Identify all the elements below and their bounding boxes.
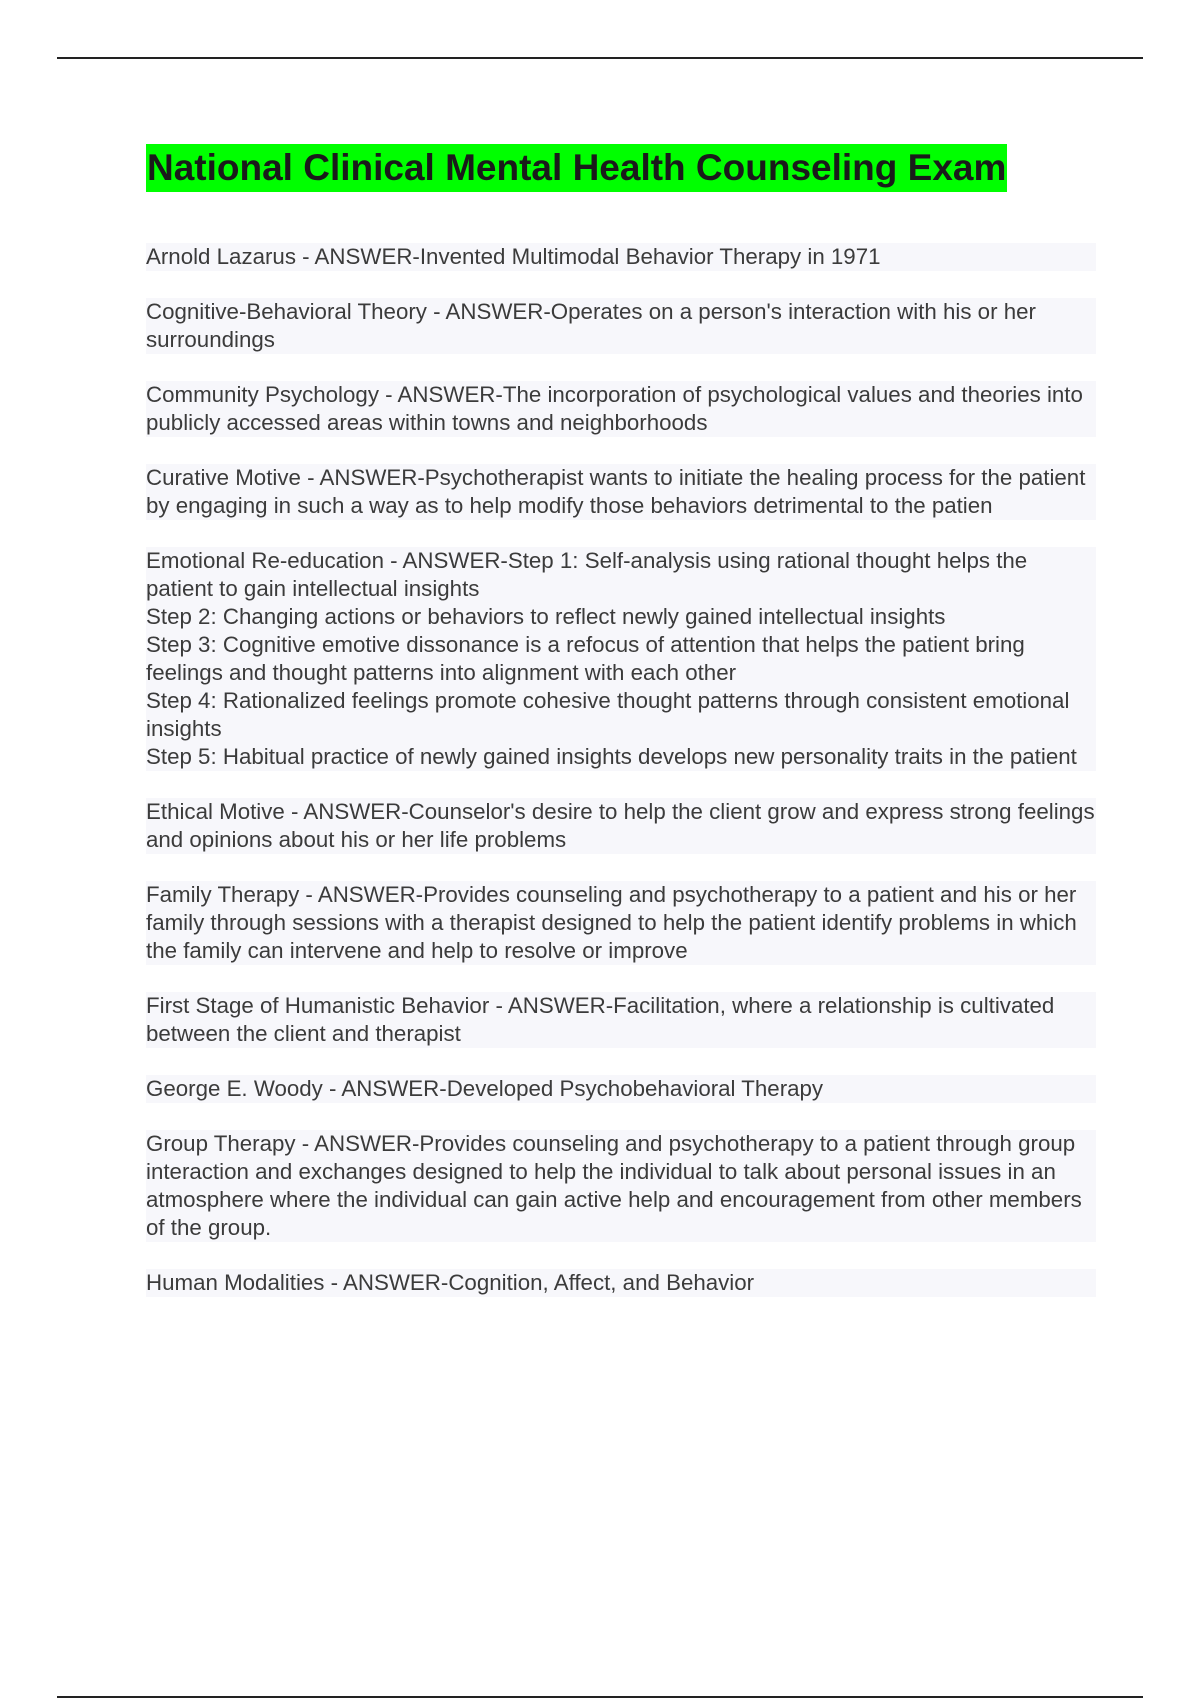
document-title: National Clinical Mental Health Counseling Exam: [146, 144, 1007, 192]
qa-line: Emotional Re-education - ANSWER-Step 1: Self-analysis using rational thought helps the patient to gain intellectual insights: [146, 548, 1028, 601]
qa-list: [146, 243, 1096, 1297]
qa-entry: [146, 381, 1096, 437]
header-rule: [57, 57, 1143, 59]
qa-entry: [146, 881, 1096, 965]
qa-line: Family Therapy - ANSWER-Provides counseling and psychotherapy to a patient and his or her family through sessions with a therapist designed to help the patient identify problems in which the family can intervene and help to resolve or improve: [146, 882, 1077, 963]
qa-line: First Stage of Humanistic Behavior - ANSWER-Facilitation, where a relationship is cultivated between the client and therapist: [146, 993, 1055, 1046]
qa-entry: [146, 1269, 1096, 1297]
qa-line: Cognitive-Behavioral Theory - ANSWER-Operates on a person's interaction with his or her surroundings: [146, 299, 1036, 352]
qa-line: Step 3: Cognitive emotive dissonance is a refocus of attention that helps the patient bring feelings and thought patterns into alignment with each other: [146, 632, 1025, 685]
qa-line: Ethical Motive - ANSWER-Counselor's desire to help the client grow and express strong feelings and opinions about his or her life problems: [146, 799, 1095, 852]
qa-entry: [146, 798, 1096, 854]
qa-entry: [146, 1075, 1096, 1103]
qa-line: Step 5: Habitual practice of newly gained insights develops new personality traits in the patient: [146, 744, 1077, 769]
qa-entry: [146, 243, 1096, 271]
qa-line: Step 2: Changing actions or behaviors to reflect newly gained intellectual insights: [146, 604, 946, 629]
qa-line: George E. Woody - ANSWER-Developed Psychobehavioral Therapy: [146, 1076, 824, 1101]
qa-line: Community Psychology - ANSWER-The incorporation of psychological values and theories into publicly accessed areas within towns and neighborhoods: [146, 382, 1083, 435]
document-body: [146, 144, 1096, 1324]
qa-entry: [146, 547, 1096, 771]
qa-line: Step 4: Rationalized feelings promote cohesive thought patterns through consistent emotional insights: [146, 688, 1070, 741]
qa-line: Arnold Lazarus - ANSWER-Invented Multimodal Behavior Therapy in 1971: [146, 244, 881, 269]
qa-entry: [146, 464, 1096, 520]
footer-rule: [57, 1696, 1143, 1698]
qa-line: Human Modalities - ANSWER-Cognition, Affect, and Behavior: [146, 1270, 755, 1295]
qa-line: Curative Motive - ANSWER-Psychotherapist wants to initiate the healing process for the patient by engaging in such a way as to help modify those behaviors detrimental to the patien: [146, 465, 1086, 518]
qa-entry: [146, 298, 1096, 354]
qa-entry: [146, 1130, 1096, 1242]
qa-entry: [146, 992, 1096, 1048]
qa-line: Group Therapy - ANSWER-Provides counseling and psychotherapy to a patient through group interaction and exchanges designed to help the individual to talk about personal issues in an atmosphere where the individual can gain active help and encouragement from other members of the group.: [146, 1131, 1082, 1240]
